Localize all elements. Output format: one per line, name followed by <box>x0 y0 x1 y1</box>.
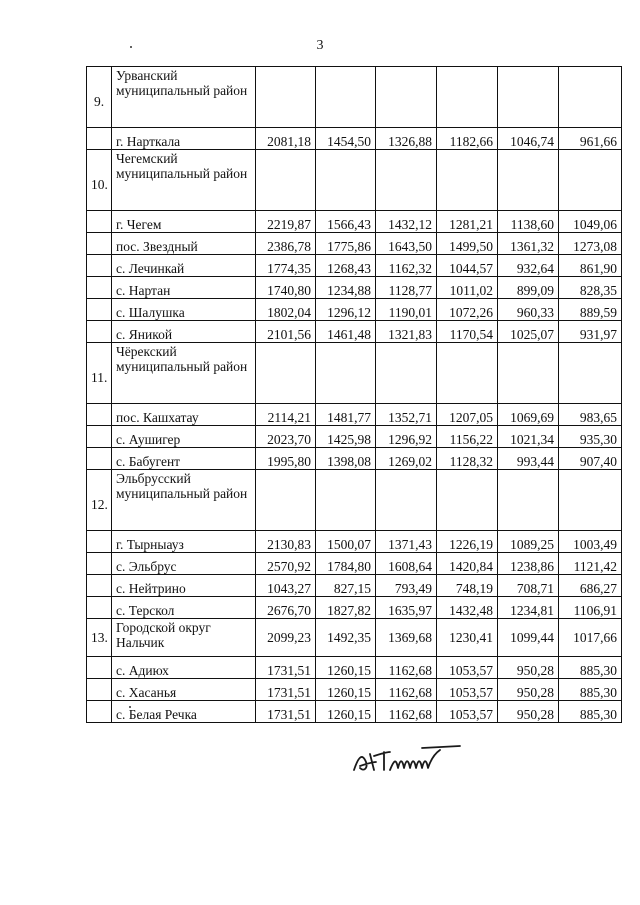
tariff-value: 2101,56 <box>256 321 316 343</box>
tariff-value: 1608,64 <box>376 553 437 575</box>
tariff-value: 1731,51 <box>256 679 316 701</box>
tariff-value: 889,59 <box>559 299 622 321</box>
tariff-value <box>437 150 498 211</box>
tariff-value: 935,30 <box>559 426 622 448</box>
tariff-value: 1296,92 <box>376 426 437 448</box>
locality-name: Городской округ Нальчик <box>112 619 256 657</box>
locality-name: с. Яникой <box>112 321 256 343</box>
locality-name: г. Чегем <box>112 211 256 233</box>
locality-name: с. Эльбрус <box>112 553 256 575</box>
table-row <box>87 426 622 448</box>
row-number <box>87 426 112 448</box>
row-number <box>87 277 112 299</box>
tariff-value: 2114,21 <box>256 404 316 426</box>
tariff-value <box>316 470 376 531</box>
tariff-value: 1003,49 <box>559 531 622 553</box>
row-number <box>87 321 112 343</box>
tariff-value: 1268,43 <box>316 255 376 277</box>
row-number <box>87 255 112 277</box>
tariff-value: 1481,77 <box>316 404 376 426</box>
tariff-value: 2386,78 <box>256 233 316 255</box>
tariff-value: 1017,66 <box>559 619 622 657</box>
locality-name: с. Бабугент <box>112 448 256 470</box>
tariff-value: 885,30 <box>559 701 622 723</box>
tariff-value: 1260,15 <box>316 657 376 679</box>
tariff-value <box>256 470 316 531</box>
row-number <box>87 448 112 470</box>
signature-icon <box>350 740 465 780</box>
tariff-value: 907,40 <box>559 448 622 470</box>
tariff-value: 1281,21 <box>437 211 498 233</box>
scan-dot <box>130 46 132 48</box>
tariff-value: 1238,86 <box>498 553 559 575</box>
tariff-value: 2081,18 <box>256 128 316 150</box>
tariff-value: 1226,19 <box>437 531 498 553</box>
tariff-value: 1138,60 <box>498 211 559 233</box>
tariff-value: 960,33 <box>498 299 559 321</box>
tariff-value: 1492,35 <box>316 619 376 657</box>
tariff-value: 1500,07 <box>316 531 376 553</box>
tariff-value <box>559 150 622 211</box>
tariff-value: 1207,05 <box>437 404 498 426</box>
tariff-value: 1089,25 <box>498 531 559 553</box>
tariff-value: 885,30 <box>559 657 622 679</box>
row-number: 13. <box>87 619 112 657</box>
row-number: 10. <box>87 150 112 211</box>
tariff-value: 1044,57 <box>437 255 498 277</box>
tariff-value: 1121,42 <box>559 553 622 575</box>
tariff-value <box>376 67 437 128</box>
tariff-value: 1566,43 <box>316 211 376 233</box>
tariff-value: 1049,06 <box>559 211 622 233</box>
locality-name: с. Терскол <box>112 597 256 619</box>
tariff-value: 1774,35 <box>256 255 316 277</box>
table-row <box>87 255 622 277</box>
tariff-value: 1162,68 <box>376 657 437 679</box>
tariff-value: 1420,84 <box>437 553 498 575</box>
tariff-value: 1072,26 <box>437 299 498 321</box>
tariff-value <box>256 343 316 404</box>
row-number: 9. <box>87 67 112 128</box>
locality-name: с. Белая Речка <box>112 701 256 723</box>
tariff-value <box>437 67 498 128</box>
tariff-value: 1162,32 <box>376 255 437 277</box>
tariff-value <box>559 343 622 404</box>
tariff-value: 885,30 <box>559 679 622 701</box>
tariff-value: 793,49 <box>376 575 437 597</box>
tariff-value: 1182,66 <box>437 128 498 150</box>
locality-name: с. Адиюх <box>112 657 256 679</box>
tariff-value: 1321,83 <box>376 321 437 343</box>
tariff-value: 1046,74 <box>498 128 559 150</box>
tariff-value: 1425,98 <box>316 426 376 448</box>
tariff-value: 1128,77 <box>376 277 437 299</box>
tariff-value: 931,97 <box>559 321 622 343</box>
tariff-value: 1352,71 <box>376 404 437 426</box>
tariff-value: 1273,08 <box>559 233 622 255</box>
tariff-value <box>437 470 498 531</box>
tariff-value <box>256 67 316 128</box>
tariff-value <box>498 343 559 404</box>
tariff-value: 2099,23 <box>256 619 316 657</box>
tariff-value: 1784,80 <box>316 553 376 575</box>
tariff-value: 1369,68 <box>376 619 437 657</box>
tariff-value: 1053,57 <box>437 701 498 723</box>
tariff-value: 1827,82 <box>316 597 376 619</box>
tariff-value <box>559 470 622 531</box>
locality-name: Урванский муниципальный район <box>112 67 256 128</box>
row-number <box>87 597 112 619</box>
tariff-value: 1099,44 <box>498 619 559 657</box>
tariff-value: 950,28 <box>498 657 559 679</box>
tariff-value: 1025,07 <box>498 321 559 343</box>
row-number <box>87 553 112 575</box>
tariff-value: 950,28 <box>498 701 559 723</box>
tariff-table-body <box>87 67 622 723</box>
row-number <box>87 404 112 426</box>
tariff-value: 950,28 <box>498 679 559 701</box>
tariff-value: 1461,48 <box>316 321 376 343</box>
tariff-value: 748,19 <box>437 575 498 597</box>
table-row <box>87 404 622 426</box>
district-header-row <box>87 343 622 404</box>
table-row <box>87 211 622 233</box>
locality-name: с. Шалушка <box>112 299 256 321</box>
tariff-value: 1371,43 <box>376 531 437 553</box>
tariff-value: 1731,51 <box>256 657 316 679</box>
tariff-value: 1995,80 <box>256 448 316 470</box>
district-header-row <box>87 619 622 657</box>
tariff-value: 899,09 <box>498 277 559 299</box>
tariff-value: 1740,80 <box>256 277 316 299</box>
tariff-value: 686,27 <box>559 575 622 597</box>
tariff-value: 1296,12 <box>316 299 376 321</box>
tariff-value: 2676,70 <box>256 597 316 619</box>
table-row <box>87 128 622 150</box>
row-number <box>87 657 112 679</box>
tariff-value: 1326,88 <box>376 128 437 150</box>
row-number: 11. <box>87 343 112 404</box>
locality-name: с. Хасанья <box>112 679 256 701</box>
tariff-value: 1069,69 <box>498 404 559 426</box>
tariff-value: 1128,32 <box>437 448 498 470</box>
tariff-value: 1234,81 <box>498 597 559 619</box>
tariff-value: 1162,68 <box>376 701 437 723</box>
row-number <box>87 128 112 150</box>
tariff-value <box>437 343 498 404</box>
table-row <box>87 277 622 299</box>
tariff-value: 1162,68 <box>376 679 437 701</box>
district-header-row <box>87 67 622 128</box>
tariff-value: 1454,50 <box>316 128 376 150</box>
tariff-value: 1190,01 <box>376 299 437 321</box>
tariff-value: 1043,27 <box>256 575 316 597</box>
tariff-value: 1775,86 <box>316 233 376 255</box>
locality-name: пос. Звездный <box>112 233 256 255</box>
tariff-value: 708,71 <box>498 575 559 597</box>
tariff-value <box>376 343 437 404</box>
tariff-value <box>376 150 437 211</box>
tariff-value: 1269,02 <box>376 448 437 470</box>
tariff-value: 1170,54 <box>437 321 498 343</box>
tariff-value: 1398,08 <box>316 448 376 470</box>
tariff-value: 1234,88 <box>316 277 376 299</box>
table-row <box>87 448 622 470</box>
tariff-value <box>498 67 559 128</box>
tariff-value <box>498 150 559 211</box>
table-row <box>87 657 622 679</box>
locality-name: пос. Кашхатау <box>112 404 256 426</box>
locality-name: Чёрекский муниципальный район <box>112 343 256 404</box>
tariff-value: 1499,50 <box>437 233 498 255</box>
tariff-value: 1053,57 <box>437 679 498 701</box>
tariff-value: 1106,91 <box>559 597 622 619</box>
tariff-value: 961,66 <box>559 128 622 150</box>
tariff-value: 1260,15 <box>316 701 376 723</box>
tariff-value: 1260,15 <box>316 679 376 701</box>
locality-name: с. Нейтрино <box>112 575 256 597</box>
table-row <box>87 679 622 701</box>
locality-name: с. Нартан <box>112 277 256 299</box>
tariff-value: 2570,92 <box>256 553 316 575</box>
tariff-value: 1802,04 <box>256 299 316 321</box>
tariff-value: 1361,32 <box>498 233 559 255</box>
table-row <box>87 321 622 343</box>
tariff-value: 1053,57 <box>437 657 498 679</box>
tariff-value <box>498 470 559 531</box>
tariff-table <box>86 66 622 723</box>
table-row <box>87 233 622 255</box>
row-number <box>87 531 112 553</box>
row-number: 12. <box>87 470 112 531</box>
locality-name: Эльбрусский муниципальный район <box>112 470 256 531</box>
tariff-value: 1643,50 <box>376 233 437 255</box>
tariff-value: 932,64 <box>498 255 559 277</box>
table-row <box>87 553 622 575</box>
table-row <box>87 531 622 553</box>
tariff-value: 2023,70 <box>256 426 316 448</box>
page-number: 3 <box>316 38 324 53</box>
tariff-value <box>559 67 622 128</box>
table-row <box>87 597 622 619</box>
row-number <box>87 299 112 321</box>
row-number <box>87 211 112 233</box>
locality-name: Чегемский муниципальный район <box>112 150 256 211</box>
row-number <box>87 679 112 701</box>
tariff-value: 2219,87 <box>256 211 316 233</box>
tariff-value: 1156,22 <box>437 426 498 448</box>
tariff-value: 1731,51 <box>256 701 316 723</box>
tariff-value: 1021,34 <box>498 426 559 448</box>
tariff-value: 1011,02 <box>437 277 498 299</box>
tariff-value: 983,65 <box>559 404 622 426</box>
tariff-value: 2130,83 <box>256 531 316 553</box>
row-number <box>87 233 112 255</box>
tariff-value: 993,44 <box>498 448 559 470</box>
tariff-value: 827,15 <box>316 575 376 597</box>
tariff-value <box>316 343 376 404</box>
tariff-value: 1432,48 <box>437 597 498 619</box>
locality-name: г. Тырныауз <box>112 531 256 553</box>
row-number <box>87 575 112 597</box>
tariff-value <box>316 150 376 211</box>
tariff-value <box>256 150 316 211</box>
locality-name: с. Лечинкай <box>112 255 256 277</box>
tariff-value: 861,90 <box>559 255 622 277</box>
table-row <box>87 701 622 723</box>
tariff-value: 828,35 <box>559 277 622 299</box>
district-header-row <box>87 470 622 531</box>
tariff-value <box>376 470 437 531</box>
row-number <box>87 701 112 723</box>
district-header-row <box>87 150 622 211</box>
locality-name: г. Нарткала <box>112 128 256 150</box>
tariff-value: 1432,12 <box>376 211 437 233</box>
locality-name: с. Аушигер <box>112 426 256 448</box>
tariff-value: 1635,97 <box>376 597 437 619</box>
tariff-value: 1230,41 <box>437 619 498 657</box>
tariff-value <box>316 67 376 128</box>
table-row <box>87 575 622 597</box>
table-row <box>87 299 622 321</box>
